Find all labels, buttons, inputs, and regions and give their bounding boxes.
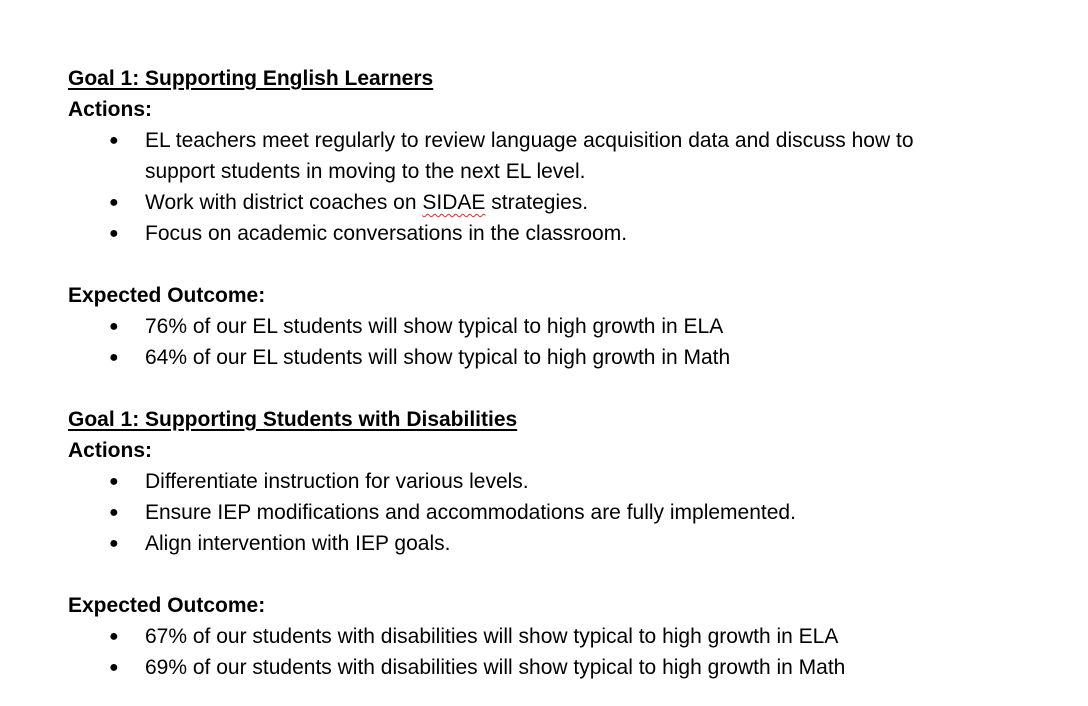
section-heading: Goal 1: Supporting Students with Disabilities [68,408,518,431]
actions-list [68,466,1068,559]
outcome-label: Expected Outcome: [68,594,266,617]
list-item [68,125,1068,187]
bullet-icon: ● [109,318,119,335]
spellcheck-flagged-word[interactable]: SIDAE [422,191,486,214]
list-item-text: EL teachers meet regularly to review language acquisition data and discuss how to [145,129,914,152]
blank-line [68,249,1068,280]
bullet-icon: ● [109,132,119,149]
list-item [68,218,1068,249]
list-item-text: 69% of our students with disabilities will show typical to high growth in Math [145,656,846,679]
bullet-icon: ● [109,504,119,521]
actions-label: Actions: [68,98,152,121]
list-item [68,528,1068,559]
list-item [68,621,1068,652]
list-item-text: Work with district coaches on [145,191,423,214]
actions-label: Actions: [68,439,152,462]
bullet-icon: ● [109,194,119,211]
list-item-text: Focus on academic conversations in the classroom. [145,222,628,245]
outcomes-list [68,621,1068,683]
bullet-icon: ● [109,628,119,645]
list-item-text: Ensure IEP modifications and accommodations are fully implemented. [145,501,796,524]
bullet-icon: ● [109,349,119,366]
section-heading: Goal 1: Supporting English Learners [68,67,434,90]
list-item [68,652,1068,683]
bullet-icon: ● [109,473,119,490]
bullet-icon: ● [109,659,119,676]
list-item-text: 64% of our EL students will show typical to high growth in Math [145,346,731,369]
list-item-text-end: strategies. [485,191,589,214]
blank-line [68,373,1068,404]
list-item [68,342,1068,373]
outcomes-list [68,311,1068,373]
outcome-label: Expected Outcome: [68,284,266,307]
blank-line [68,559,1068,590]
actions-list [68,125,1068,249]
bullet-icon: ● [109,535,119,552]
list-item [68,497,1068,528]
list-item-text: 67% of our students with disabilities will show typical to high growth in ELA [145,625,839,648]
bullet-icon: ● [109,225,119,242]
list-item [68,187,1068,218]
list-item-text: 76% of our EL students will show typical to high growth in ELA [145,315,724,338]
list-item [68,466,1068,497]
document-body[interactable] [68,63,1068,683]
list-item-text-continued: support students in moving to the next EL level. [145,160,586,183]
list-item-text: Differentiate instruction for various levels. [145,470,529,493]
section-students-with-disabilities [68,404,1068,683]
section-english-learners [68,63,1068,373]
list-item [68,311,1068,342]
list-item-text: Align intervention with IEP goals. [145,532,451,555]
